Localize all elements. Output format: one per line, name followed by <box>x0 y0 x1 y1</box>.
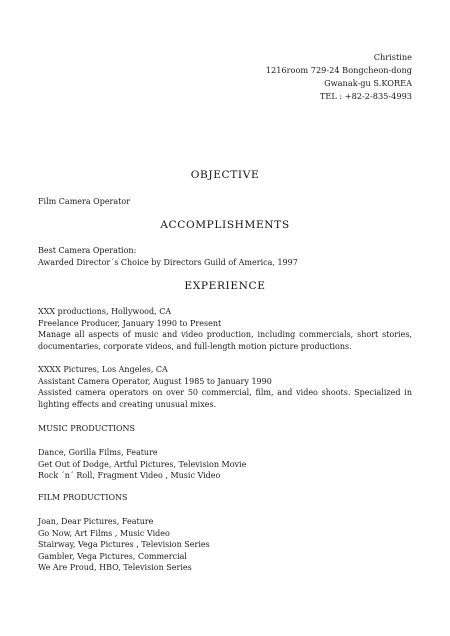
film-heading-text: FILM PRODUCTIONS <box>38 493 128 502</box>
experience-heading: EXPERIENCE <box>184 280 266 292</box>
list-item: Get Out of Dodge, Artful Pictures, Television Movie <box>38 459 247 469</box>
list-item: Rock ´n´ Roll, Fragment Video , Music Video <box>38 471 221 481</box>
music-heading-text: MUSIC PRODUCTIONS <box>38 424 136 433</box>
job2-description: Assisted camera operators on over 50 commercial, film, and video shoots. Specialized in lighting effects and creating unusual mixes. <box>38 388 412 409</box>
list-item: We Are Proud, HBO, Television Series <box>38 563 192 573</box>
job1-company: XXX productions, Hollywood, CA <box>38 307 172 316</box>
job2-block <box>38 364 412 410</box>
contact-block <box>266 51 412 103</box>
job1-block <box>38 306 412 352</box>
contact-address-line1: 1216room 729-24 Bongcheon-dong <box>265 65 412 75</box>
accomplishments-heading: ACCOMPLISHMENTS <box>160 219 290 231</box>
contact-name: Christine <box>373 52 412 62</box>
accomplishment-line2: Awarded Director´s Choice by Directors Guild of America, 1997 <box>38 257 298 267</box>
music-productions-list <box>38 447 412 482</box>
job1-title: Freelance Producer, January 1990 to Present <box>38 318 222 328</box>
accomplishment-line1: Best Camera Operation: <box>38 246 137 255</box>
list-item: Joan, Dear Pictures, Feature <box>38 517 154 526</box>
job2-company: XXXX Pictures, Los Angeles, CA <box>38 365 168 374</box>
list-item: Stairway, Vega Pictures , Television Series <box>38 540 210 550</box>
objective-line: Film Camera Operator <box>38 197 131 206</box>
list-item: Go Now, Art Films , Music Video <box>38 528 170 538</box>
film-productions-list <box>38 516 412 574</box>
objective-heading: OBJECTIVE <box>190 169 260 181</box>
objective-text <box>38 196 412 208</box>
contact-address-line2: Gwanak-gu S.KOREA <box>324 78 412 88</box>
list-item: Dance, Gorilla Films, Feature <box>38 448 158 457</box>
accomplishments-text <box>38 245 412 268</box>
job1-description: Manage all aspects of music and video production, including commercials, short stories, documentaries, corporate videos, and full-length motion picture productions. <box>38 330 412 351</box>
contact-phone: TEL : +82-2-835-4993 <box>319 91 412 101</box>
list-item: Gambler, Vega Pictures, Commercial <box>38 551 187 561</box>
music-productions-heading <box>38 423 412 435</box>
job2-title: Assistant Camera Operator, August 1985 to January 1990 <box>38 376 272 386</box>
film-productions-heading <box>38 492 412 504</box>
